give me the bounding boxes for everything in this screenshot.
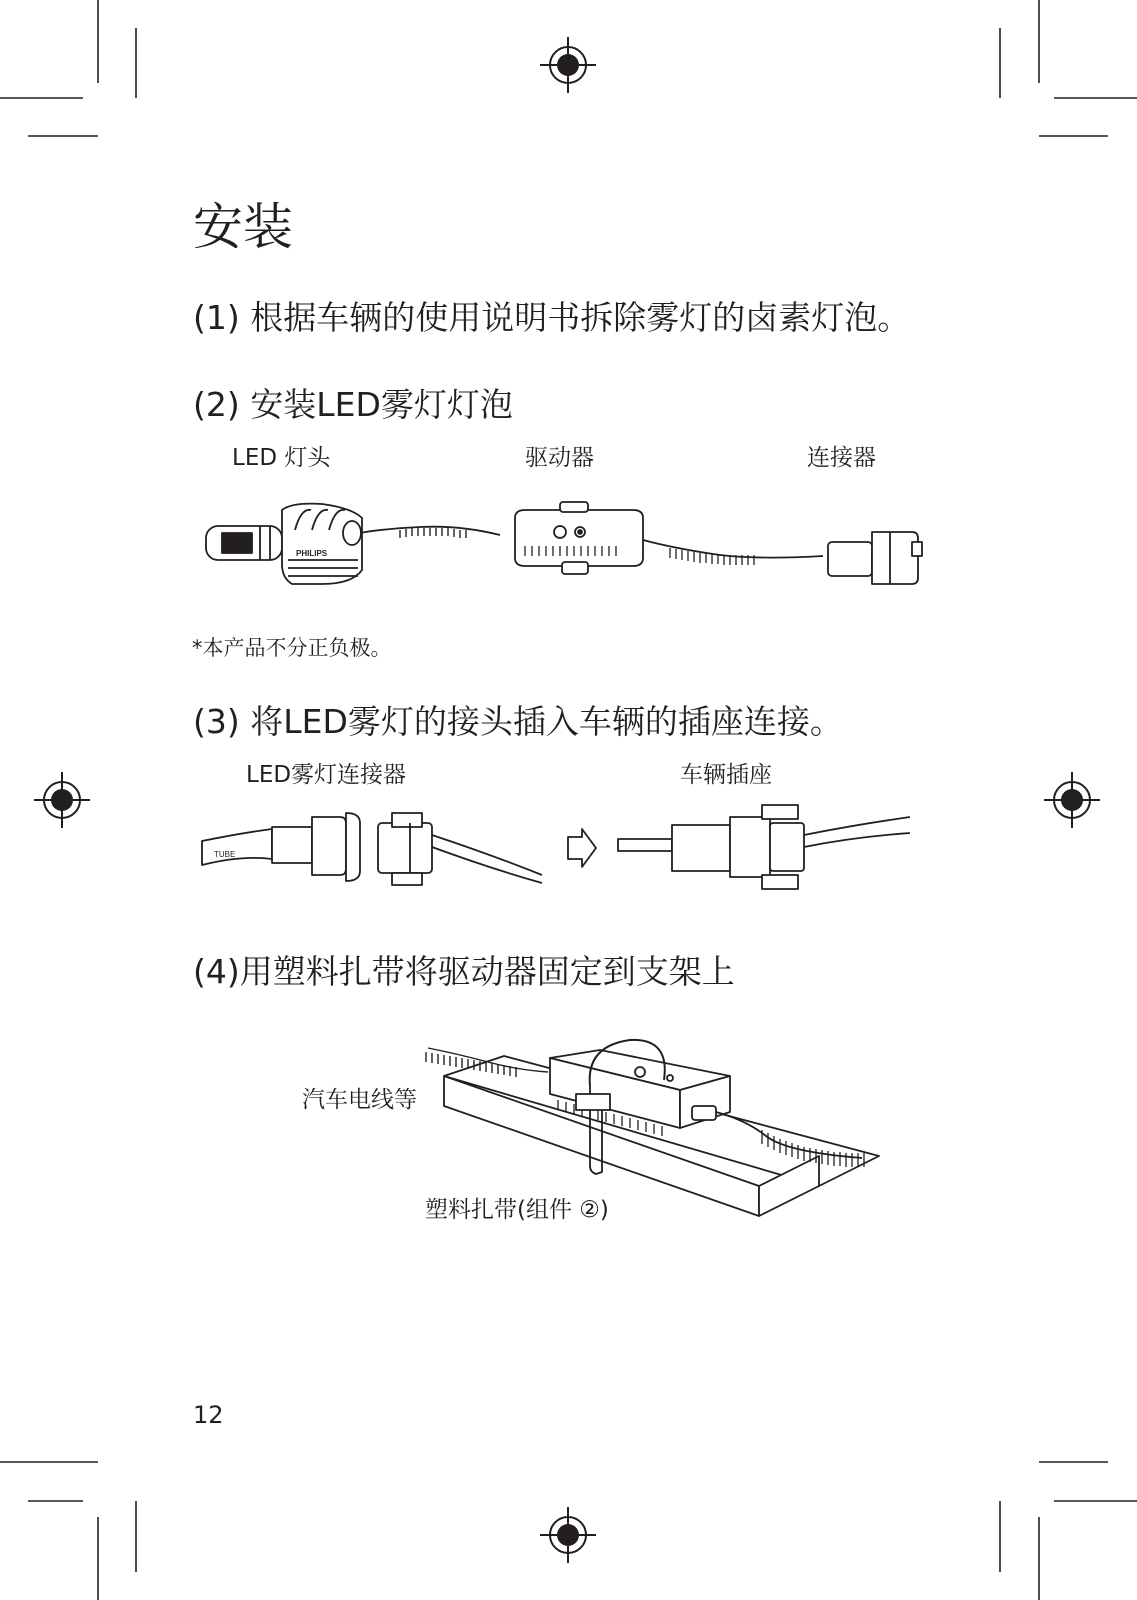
label-driver: 驱动器 [525,445,594,471]
registration-target-icon [540,1507,596,1563]
brand-mark: PHILIPS [296,549,328,558]
step-1-text: (1) 根据车辆的使用说明书拆除雾灯的卤素灯泡。 [193,298,911,337]
fog-light-connector-icon [202,813,360,881]
page-title: 安装 [193,198,293,256]
connector-plug-in-illustration [200,805,930,905]
label-fog-connector: LED雾灯连接器 [246,762,407,788]
label-vehicle-socket: 车辆插座 [680,762,772,788]
label-wires: 汽车电线等 [302,1087,417,1113]
vehicle-socket-icon [378,813,542,885]
step-2-text: (2) 安装LED雾灯灯泡 [193,385,513,424]
page-number: 12 [193,1401,224,1429]
led-head-icon [206,504,362,584]
registration-target-icon [540,37,596,93]
polarity-note: *本产品不分正负极。 [192,636,392,660]
cable-print-text: TUBE [214,850,236,859]
step-3-text: (3) 将LED雾灯的接头插入车辆的插座连接。 [193,702,843,741]
arrow-right-icon [568,829,596,867]
led-bulb-assembly-illustration [200,500,950,605]
connector-icon [828,532,922,584]
label-cable-tie: 塑料扎带(组件 ②) [425,1197,609,1223]
label-led-head: LED 灯头 [232,445,331,471]
registration-target-icon [34,772,90,828]
connected-assembly-icon [618,805,910,889]
label-connector: 连接器 [807,445,876,471]
registration-target-icon [1044,772,1100,828]
step-4-text: (4)用塑料扎带将驱动器固定到支架上 [193,952,735,991]
driver-box-icon [515,502,643,574]
